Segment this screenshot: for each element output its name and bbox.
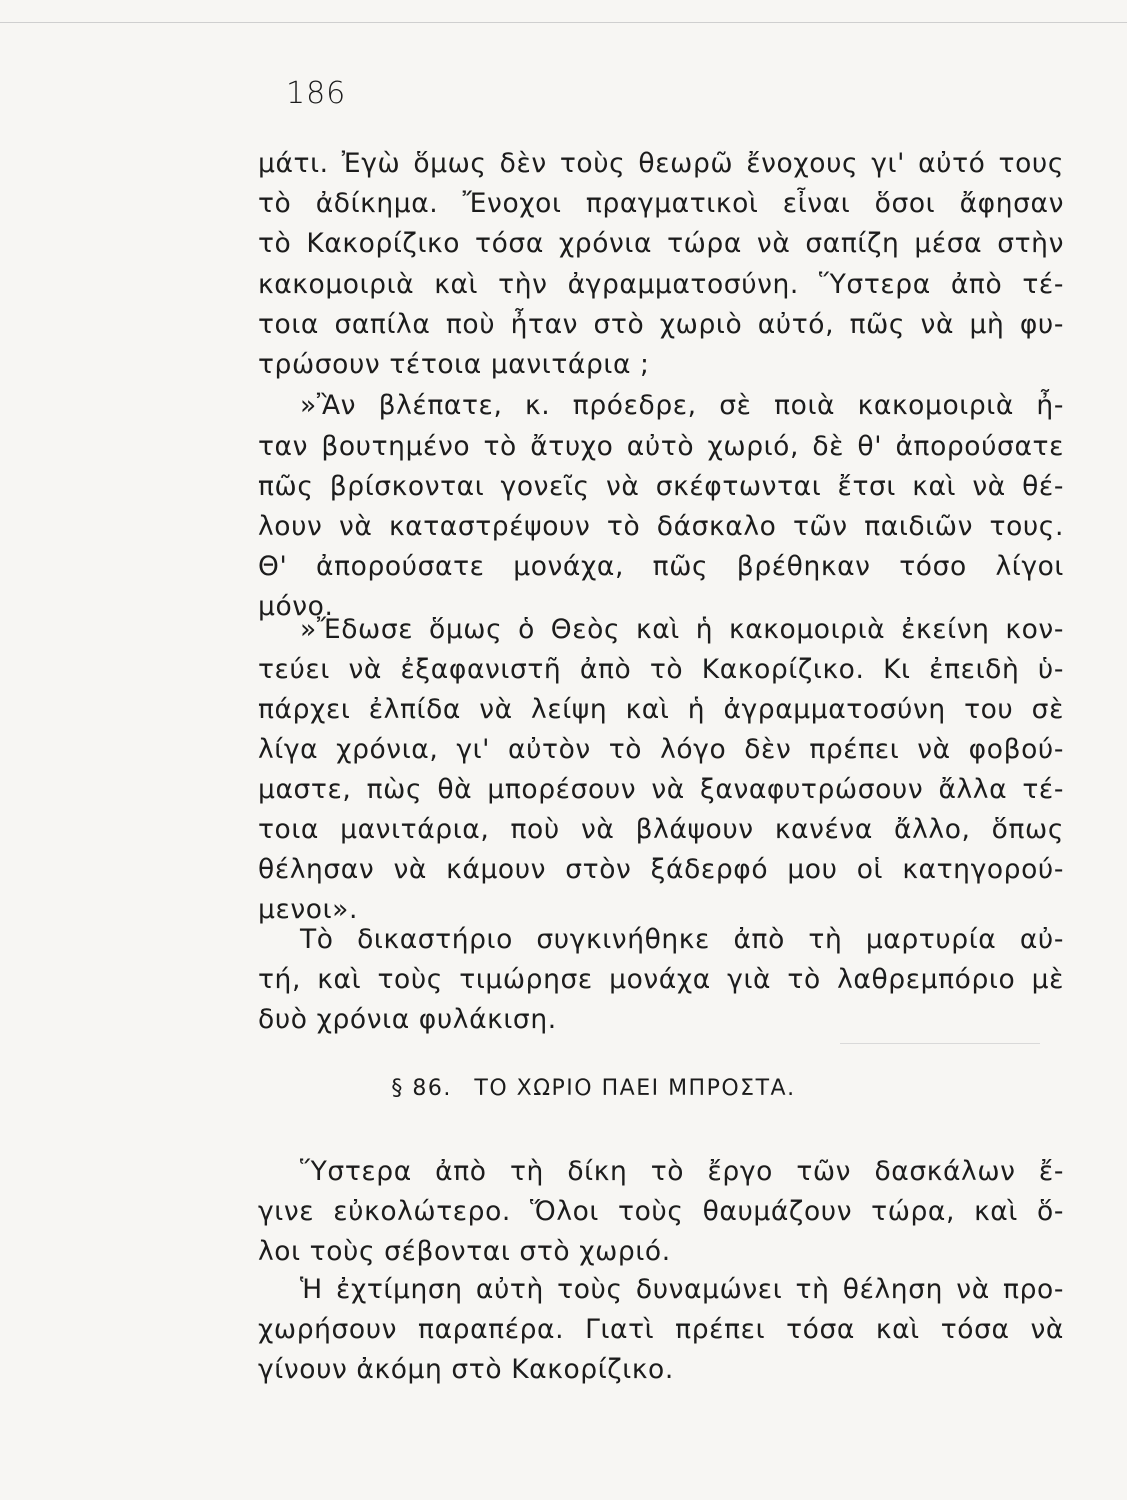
text-line: »Ἔδωσε ὅμως ὁ Θεὸς καὶ ἡ κακομοιριὰ ἐκείνη κον-	[300, 614, 1064, 645]
text-line: λουν νὰ καταστρέψουν τὸ δάσκαλο τῶν παιδιῶν τους.	[258, 511, 1064, 542]
text-line: θέλησαν νὰ κάμουν στὸν ξάδερφό μου οἱ κατηγορού-	[258, 854, 1064, 885]
text-line: γινε εὐκολώτερο. Ὅλοι τοὺς θαυμάζουν τώρα, καὶ ὅ-	[258, 1196, 1064, 1227]
text-line: πῶς βρίσκονται γονεῖς νὰ σκέφτωνται ἔτσι καὶ νὰ θέ-	[258, 471, 1064, 502]
text-line: μόνο.	[258, 591, 334, 622]
text-line: τὸ ἀδίκημα. Ἔνοχοι πραγματικοὶ εἶναι ὅσοι ἄφησαν	[258, 188, 1064, 219]
text-line: λίγα χρόνια, γι' αὐτὸν τὸ λόγο δὲν πρέπει νὰ φοβού-	[258, 734, 1064, 765]
text-line: μάτι. Ἐγὼ ὅμως δὲν τοὺς θεωρῶ ἔνοχους γι' αὐτό τους	[258, 148, 1064, 179]
section-title: ΤΟ ΧΩΡΙΟ ΠΑΕΙ ΜΠΡΟΣΤΑ.	[474, 1076, 796, 1101]
text-line: τή, καὶ τοὺς τιμώρησε μονάχα γιὰ τὸ λαθρεμπόριο μὲ	[258, 964, 1064, 995]
text-line: μενοι».	[258, 894, 359, 925]
text-line: ταν βουτημένο τὸ ἄτυχο αὐτὸ χωριό, δὲ θ' ἀπορούσατε	[258, 431, 1064, 462]
section-heading	[0, 1076, 1127, 1101]
text-line: λοι τοὺς σέβονται στὸ χωριό.	[258, 1236, 671, 1267]
text-line: Θ' ἀπορούσατε μονάχα, πῶς βρέθηκαν τόσο λίγοι	[258, 551, 1064, 582]
text-line: δυὸ χρόνια φυλάκιση.	[258, 1004, 557, 1035]
text-line: τοια μανιτάρια, ποὺ νὰ βλάψουν κανένα ἄλλο, ὅπως	[258, 814, 1064, 845]
text-line: Ἡ ἐχτίμηση αὐτὴ τοὺς δυναμώνει τὴ θέληση νὰ προ-	[300, 1274, 1064, 1305]
text-line: Τὸ δικαστήριο συγκινήθηκε ἀπὸ τὴ μαρτυρία αὐ-	[300, 924, 1064, 955]
text-line: Ὕστερα ἀπὸ τὴ δίκη τὸ ἔργο τῶν δασκάλων ἔ-	[300, 1156, 1064, 1187]
page-number: 186	[286, 76, 347, 111]
top-scan-edge	[0, 22, 1127, 23]
section-number: § 86.	[391, 1076, 452, 1101]
text-line: τρώσουν τέτοια μανιτάρια ;	[258, 349, 650, 380]
text-line: πάρχει ἐλπίδα νὰ λείψη καὶ ἡ ἀγραμματοσύνη του σὲ	[258, 694, 1064, 725]
text-line: χωρήσουν παραπέρα. Γιατὶ πρέπει τόσα καὶ τόσα νὰ	[258, 1314, 1064, 1345]
text-line: τοια σαπίλα ποὺ ἦταν στὸ χωριὸ αὐτό, πῶς νὰ μὴ φυ-	[258, 309, 1064, 340]
text-line: τὸ Κακορίζικο τόσα χρόνια τώρα νὰ σαπίζη μέσα στὴν	[258, 228, 1064, 259]
text-line: γίνουν ἀκόμη στὸ Κακορίζικο.	[258, 1354, 674, 1385]
scan-artifact-line	[840, 1043, 1040, 1044]
text-line: μαστε, πὼς θὰ μπορέσουν νὰ ξαναφυτρώσουν ἄλλα τέ-	[258, 774, 1064, 805]
text-line: »Ἂν βλέπατε, κ. πρόεδρε, σὲ ποιὰ κακομοιριὰ ἦ-	[300, 390, 1064, 421]
text-line: τεύει νὰ ἐξαφανιστῆ ἀπὸ τὸ Κακορίζικο. Κι ἐπειδὴ ὑ-	[258, 654, 1064, 685]
text-line: κακομοιριὰ καὶ τὴν ἀγραμματοσύνη. Ὕστερα ἀπὸ τέ-	[258, 269, 1064, 300]
